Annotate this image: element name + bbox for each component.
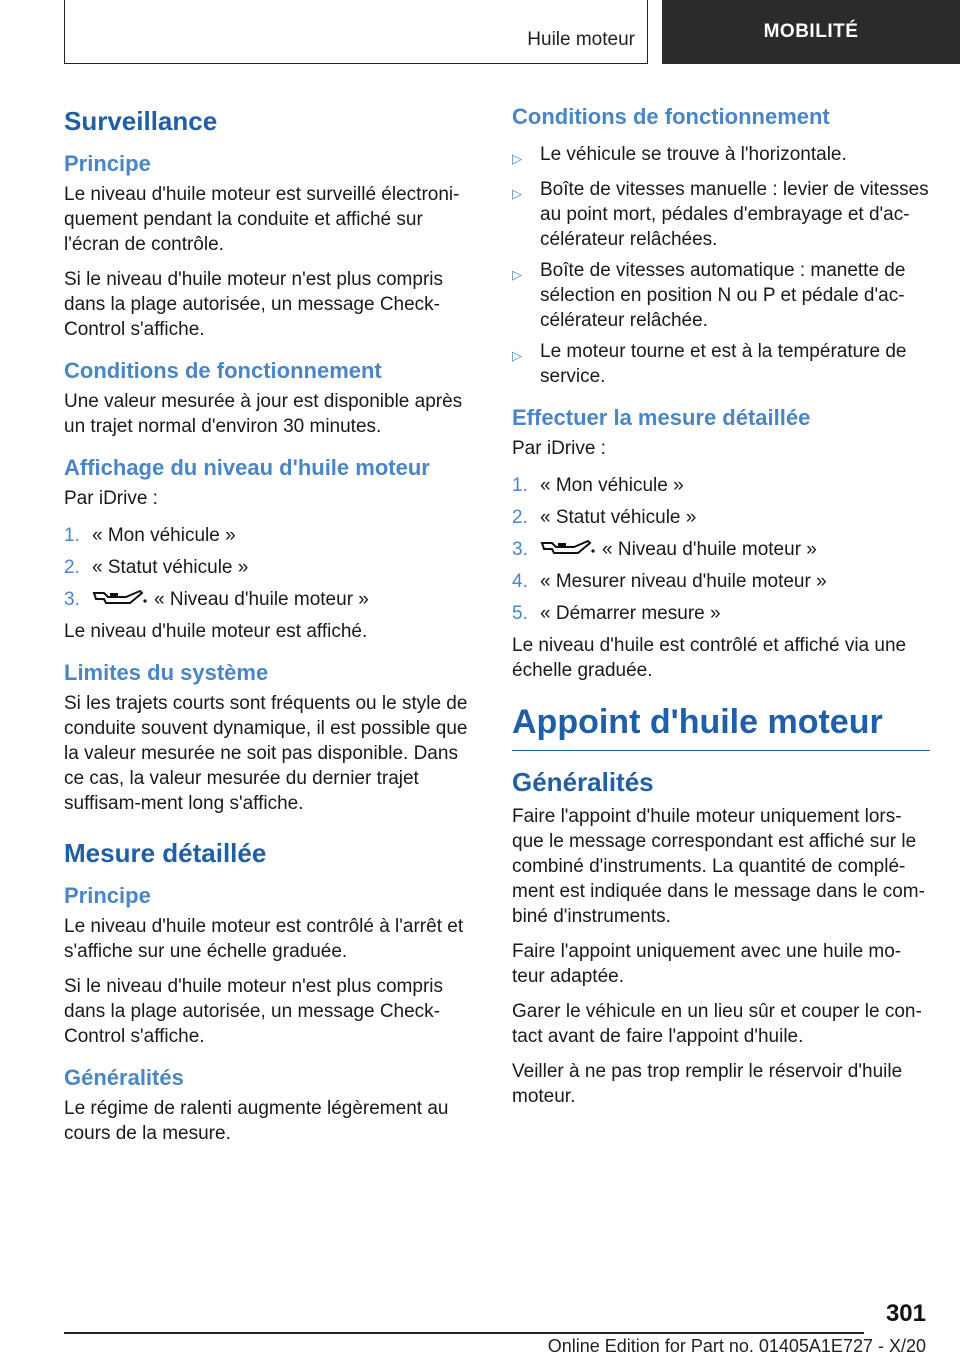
paragraph: Le régime de ralenti augmente légèrement au cours de la mesure.: [64, 1098, 449, 1144]
heading-principe: Principe: [64, 883, 151, 908]
step-number: 2.: [64, 557, 80, 578]
paragraph: Le niveau d'huile est contrôlé et affiché via une échelle graduée.: [512, 635, 907, 681]
heading-conditions: Conditions de fonctionnement: [64, 358, 382, 383]
header-chapter-tab: MOBILITÉ: [662, 0, 960, 64]
paragraph: Le niveau d'huile moteur est contrôlé à l'arrêt et s'affiche sur une échelle graduée.: [64, 916, 464, 962]
heading-appoint-huile: Appoint d'huile moteur: [512, 703, 930, 751]
list-item: [512, 601, 930, 626]
list-item: [512, 505, 930, 530]
paragraph: Le niveau d'huile moteur est affiché.: [64, 621, 368, 642]
step-text: « Niveau d'huile moteur »: [154, 589, 369, 610]
step-number: 1.: [64, 525, 80, 546]
conditions-list: [512, 142, 930, 389]
heading-affichage: Affichage du niveau d'huile moteur: [64, 455, 430, 480]
heading-surveillance: Surveillance: [64, 106, 218, 136]
list-item: [512, 142, 930, 171]
right-column: [512, 100, 930, 1119]
list-item: [64, 587, 482, 612]
bullet-text: Le moteur tourne et est à la température de service.: [540, 341, 907, 387]
paragraph: Si le niveau d'huile moteur n'est plus compris dans la plage autorisée, un message Check-Control s'affiche.: [64, 269, 443, 340]
step-text: « Mon véhicule »: [540, 475, 684, 496]
list-item: [512, 537, 930, 562]
list-item: [512, 258, 930, 333]
list-item: [512, 569, 930, 594]
steps-list: [512, 473, 930, 626]
step-text: « Démarrer mesure »: [540, 603, 721, 624]
list-item: [64, 555, 482, 580]
oil-can-icon: [540, 537, 596, 559]
paragraph: Faire l'appoint d'huile moteur uniquement lors-que le message correspondant est affiché sur le combiné d'instruments. La quantité de complé-ment est indiquée dans le message dans le com-biné d'instruments.: [512, 806, 925, 927]
list-item: [64, 523, 482, 548]
paragraph: Par iDrive :: [512, 438, 606, 459]
header-section-title: Huile moteur: [527, 29, 635, 50]
oil-can-icon: [92, 587, 148, 609]
triangle-bullet-icon: ▷: [512, 151, 522, 166]
paragraph: Une valeur mesurée à jour est disponible après un trajet normal d'environ 30 minutes.: [64, 391, 463, 437]
triangle-bullet-icon: ▷: [512, 267, 522, 282]
step-number: 3.: [64, 589, 80, 610]
step-text: « Statut véhicule »: [92, 557, 249, 578]
triangle-bullet-icon: ▷: [512, 348, 522, 363]
bullet-text: Boîte de vitesses manuelle : levier de vitesses au point mort, pédales d'embrayage et d'ac-célérateur relâchées.: [540, 179, 929, 250]
step-number: 5.: [512, 603, 528, 624]
step-number: 4.: [512, 571, 528, 592]
bullet-text: Le véhicule se trouve à l'horizontale.: [540, 144, 847, 165]
paragraph: Si les trajets courts sont fréquents ou le style de conduite souvent dynamique, il est possible que la valeur mesurée ne soit pas disponible. Dans ce cas, la valeur mesurée du dernier trajet suffisam-ment long s'affiche.: [64, 693, 468, 814]
heading-generalites: Généralités: [64, 1065, 184, 1090]
heading-conditions: Conditions de fonctionnement: [512, 104, 830, 129]
triangle-bullet-icon: ▷: [512, 186, 522, 201]
step-number: 3.: [512, 539, 528, 560]
header-box: [64, 0, 648, 64]
bullet-text: Boîte de vitesses automatique : manette de sélection en position N ou P et pédale d'ac-célérateur relâchée.: [540, 260, 906, 331]
step-number: 1.: [512, 475, 528, 496]
steps-list: [64, 523, 482, 612]
heading-generalites: Généralités: [512, 767, 654, 797]
list-item: [512, 473, 930, 498]
heading-mesure-detaillee: Mesure détaillée: [64, 838, 267, 868]
footer-divider: [64, 1332, 864, 1334]
list-item: [512, 339, 930, 389]
heading-effectuer: Effectuer la mesure détaillée: [512, 405, 811, 430]
left-column: [64, 100, 482, 1156]
step-text: « Niveau d'huile moteur »: [602, 539, 817, 560]
paragraph: Par iDrive :: [64, 488, 158, 509]
list-item: [512, 177, 930, 252]
paragraph: Garer le véhicule en un lieu sûr et couper le con-tact avant de faire l'appoint d'huile.: [512, 1001, 922, 1047]
step-number: 2.: [512, 507, 528, 528]
page-number: 301: [885, 1300, 926, 1327]
step-text: « Mon véhicule »: [92, 525, 236, 546]
step-text: « Mesurer niveau d'huile moteur »: [540, 571, 827, 592]
heading-limites: Limites du système: [64, 660, 269, 685]
heading-principe: Principe: [64, 151, 151, 176]
paragraph: Veiller à ne pas trop remplir le réservoir d'huile moteur.: [512, 1061, 903, 1107]
paragraph: Si le niveau d'huile moteur n'est plus compris dans la plage autorisée, un message Check-Control s'affiche.: [64, 976, 443, 1047]
paragraph: Le niveau d'huile moteur est surveillé électroni-quement pendant la conduite et affiché sur l'écran de contrôle.: [64, 184, 460, 255]
footer-edition: Online Edition for Part no. 01405A1E727 - X/20: [547, 1336, 926, 1356]
step-text: « Statut véhicule »: [540, 507, 697, 528]
paragraph: Faire l'appoint uniquement avec une huile mo-teur adaptée.: [512, 941, 902, 987]
